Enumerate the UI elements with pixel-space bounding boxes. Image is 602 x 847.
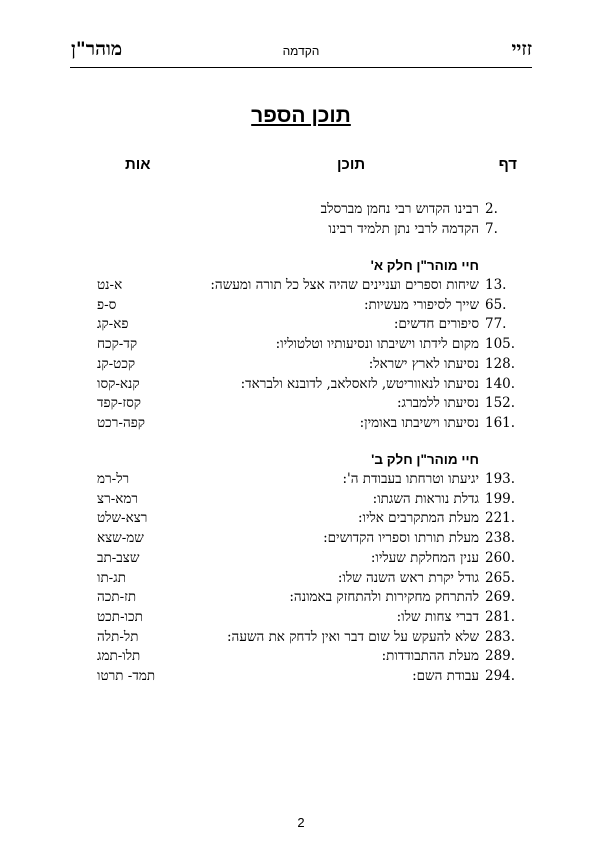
toc-ot-range: תז-תכה	[97, 589, 137, 606]
header-rule	[70, 67, 532, 68]
toc-page-number: 77.	[485, 316, 507, 333]
toc-entry-text: רבינו הקדוש רבי נחמן מברסלב	[320, 201, 479, 217]
toc-row	[0, 297, 602, 317]
toc-entry-text: גודל יקרת ראש השנה שלו:	[337, 569, 479, 586]
toc-ot-range: תל-תלה	[97, 628, 139, 645]
toc-page-number: 221.	[485, 510, 516, 527]
toc-entry-text: נסיעתו ללמברג:	[396, 395, 479, 412]
toc-page-number: 161.	[485, 414, 516, 431]
toc-entry-text: יגיעתו וטרחתו בעבודת ה':	[342, 471, 479, 487]
toc-entry-text: הקדמה לרבי נתן תלמיד רבינו	[328, 220, 479, 237]
toc-ot-range: פא-קג	[97, 316, 129, 333]
toc-ot-range: תכו-תכט	[97, 608, 143, 625]
toc-entry-text: נסיעתו לנאווריטש, לזאסלאב, לדובנא ולבראד:	[240, 375, 479, 392]
toc-ot-range: א-נט	[97, 277, 123, 293]
toc-entry-text: עבודת השם:	[412, 668, 479, 684]
toc-ot-range: תג-תו	[97, 569, 126, 586]
toc-row	[0, 550, 602, 570]
toc-entry-text: נסיעתו וישיבתו באומין:	[359, 414, 479, 431]
toc-ot-range: שצב-תב	[97, 549, 140, 566]
toc-page-number: 128.	[485, 355, 516, 372]
toc-ot-range: רמא-רצ	[97, 490, 139, 507]
toc-row	[0, 336, 602, 356]
column-header-daf: דף	[498, 156, 517, 173]
header-book-title: מוהר"ן	[71, 38, 123, 60]
toc-row	[0, 376, 602, 396]
toc-ot-range: קכט-קנ	[97, 355, 136, 372]
toc-page-number: 152.	[485, 395, 516, 412]
toc-row	[0, 221, 602, 241]
toc-ot-range: רצא-שלט	[97, 510, 148, 527]
toc-row	[0, 648, 602, 668]
column-header-ot: אות	[125, 156, 151, 173]
toc-row	[0, 415, 602, 435]
toc-page-number: 13.	[485, 277, 507, 293]
toc-row	[0, 491, 602, 511]
toc-page-number: 260.	[485, 549, 516, 566]
toc-ot-range: קד-קכח	[97, 336, 138, 353]
toc-row	[0, 629, 602, 649]
toc-row	[0, 277, 602, 297]
toc-page-number: 281.	[485, 608, 516, 625]
toc-entry-text: גדלת נוראות השגתו:	[372, 490, 479, 507]
toc-ot-range: קסז-קפד	[97, 395, 142, 412]
column-header-content: תוכן	[337, 156, 366, 173]
toc-page-number: 65.	[485, 296, 507, 313]
toc-ot-range: קנא-קסו	[97, 375, 140, 392]
toc-page-number: 199.	[485, 490, 516, 507]
toc-page-number: 105.	[485, 336, 516, 353]
toc-page-number: 193.	[485, 471, 516, 487]
toc-page-number: 265.	[485, 569, 516, 586]
toc-row	[0, 471, 602, 491]
toc-row	[0, 668, 602, 688]
toc-ot-range: תמד- תרטו	[97, 668, 156, 684]
toc-row	[0, 395, 602, 415]
toc-row	[0, 609, 602, 629]
toc-ot-range: ס-פ	[97, 296, 117, 313]
toc-page-number: 140.	[485, 375, 516, 392]
toc-ot-range: תלו-תמג	[97, 648, 141, 665]
toc-page-number: 238.	[485, 530, 516, 547]
toc-entry-text: סיפורים חדשים:	[393, 316, 479, 333]
toc-entry-text: שייך לסיפורי מעשיות:	[363, 296, 479, 313]
toc-row	[0, 570, 602, 590]
toc-ot-range: רל-רמ	[97, 471, 130, 487]
toc-page-number: 294.	[485, 668, 516, 684]
toc-row	[0, 316, 602, 336]
header-right-title: זזיי	[511, 38, 532, 60]
toc-entry-text: דברי צחות שלו:	[396, 608, 479, 625]
toc-ot-range: שמ-שצא	[97, 530, 144, 547]
toc-row	[0, 589, 602, 609]
toc-entry-text: נסיעתו לארץ ישראל:	[368, 355, 479, 372]
toc-page-number: 7.	[485, 220, 498, 237]
toc-entry-text: מעלת ההתבודדות:	[381, 648, 479, 665]
toc-entry-text: שלא להעקש על שום דבר ואין לדחק את השעה:	[227, 628, 479, 645]
toc-entry-text: שיחות וספרים ועניינים שהיה אצל כל תורה ומעשה:	[210, 277, 479, 293]
toc-entry-text: ענין המחלקת שעליו:	[370, 549, 479, 566]
header-section: הקדמה	[282, 44, 320, 58]
toc-page-number: 2.	[485, 201, 498, 217]
toc-page-number: 289.	[485, 648, 516, 665]
page-title: תוכן הספר	[251, 104, 351, 127]
toc-entry-text: להתרחק מחקירות ולהתחזק באמונה:	[289, 589, 479, 606]
toc-entry-text: מעלת תורתו וספריו הקדושים:	[323, 530, 479, 547]
toc-ot-range: קפה-רכט	[97, 414, 146, 431]
toc-entry-text: מעלת המתקרבים אליו:	[357, 510, 479, 527]
toc-row	[0, 356, 602, 376]
page-number: 2	[297, 815, 305, 830]
toc-row	[0, 530, 602, 550]
toc-row	[0, 201, 602, 221]
toc-row	[0, 510, 602, 530]
toc-entry-text: מקום לידתו וישיבתו ונסיעותיו וטלטוליו:	[275, 336, 479, 353]
section-heading: חיי מוהר"ן חלק א'	[370, 258, 479, 273]
toc-page-number: 283.	[485, 628, 516, 645]
section-heading: חיי מוהר"ן חלק ב'	[371, 452, 479, 467]
toc-page-number: 269.	[485, 589, 516, 606]
